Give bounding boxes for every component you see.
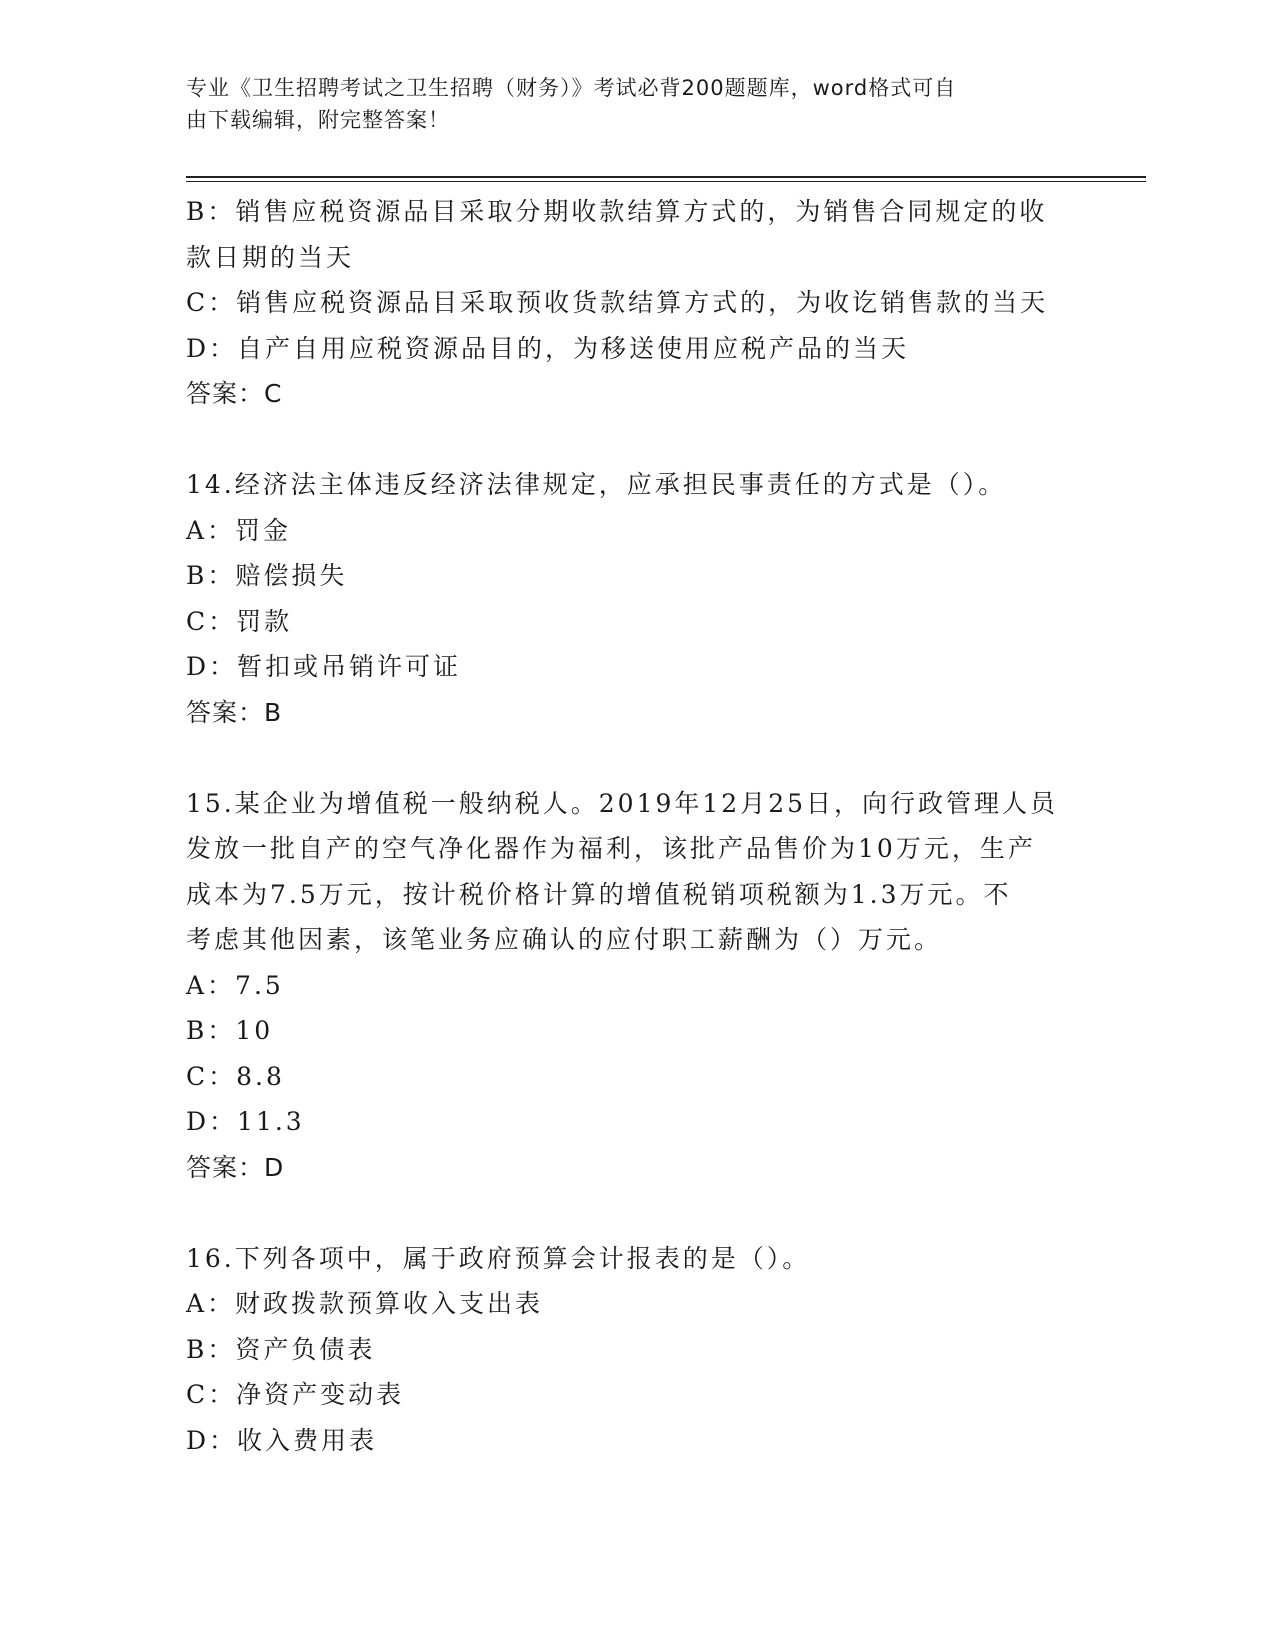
spacer [186,417,1086,463]
question-text-line-1: 15.某企业为增值税一般纳税人。2019年12月25日，向行政管理人员 [186,788,1059,818]
question-15 [186,781,1086,1191]
header-line-2: 由下载编辑，附完整答案！ [186,108,450,132]
question-14 [186,462,1086,735]
question-13 [186,189,1086,417]
option-b: B：销售应税资源品目采取分期收款结算方式的，为销售合同规定的收 [186,197,1048,226]
question-text-line-3: 成本为7.5万元，按计税价格计算的增值税销项税额为1.3万元。不 [186,879,1012,909]
header-line-1: 专业《卫生招聘考试之卫生招聘（财务）》考试必背200题题库，word格式可自 [186,76,957,100]
option-a: A：财政拨款预算收入支出表 [186,1289,544,1318]
question-text-line-4: 考虑其他因素，该笔业务应确认的应付职工薪酬为（）万元。 [186,925,943,954]
option-a: A：罚金 [186,515,292,545]
spacer [186,1190,1086,1236]
answer: 答案：D [186,1152,285,1182]
option-b-continued: 款日期的当天 [186,242,355,272]
option-c: C：净资产变动表 [186,1380,405,1409]
spacer [186,735,1086,781]
header-divider-thick [186,176,1146,178]
question-16 [186,1236,1086,1464]
option-b: B：赔偿损失 [186,561,348,590]
option-c: C：罚款 [186,606,293,636]
question-text: 16.下列各项中，属于政府预算会计报表的是（）。 [186,1243,811,1273]
option-a: A：7.5 [186,970,284,1000]
option-d: D：暂扣或吊销许可证 [186,652,462,681]
option-d: D：收入费用表 [186,1425,378,1455]
answer: 答案：B [186,697,283,727]
option-c: C：销售应税资源品目采取预收货款结算方式的，为收讫销售款的当天 [186,288,1049,317]
question-list [186,189,1086,1463]
question-text-line-2: 发放一批自产的空气净化器作为福利，该批产品售价为10万元，生产 [186,834,1036,863]
option-d: D：自产自用应税资源品目的，为移送使用应税产品的当天 [186,333,910,363]
option-c: C：8.8 [186,1061,285,1091]
header-divider-thin [186,181,1146,182]
option-b: B：资产负债表 [186,1334,376,1364]
answer: 答案：C [186,379,283,408]
option-d: D：11.3 [186,1107,305,1136]
question-text: 14.经济法主体违反经济法律规定，应承担民事责任的方式是（）。 [186,470,1007,499]
option-b: B：10 [186,1016,274,1045]
document-header [186,72,1066,136]
